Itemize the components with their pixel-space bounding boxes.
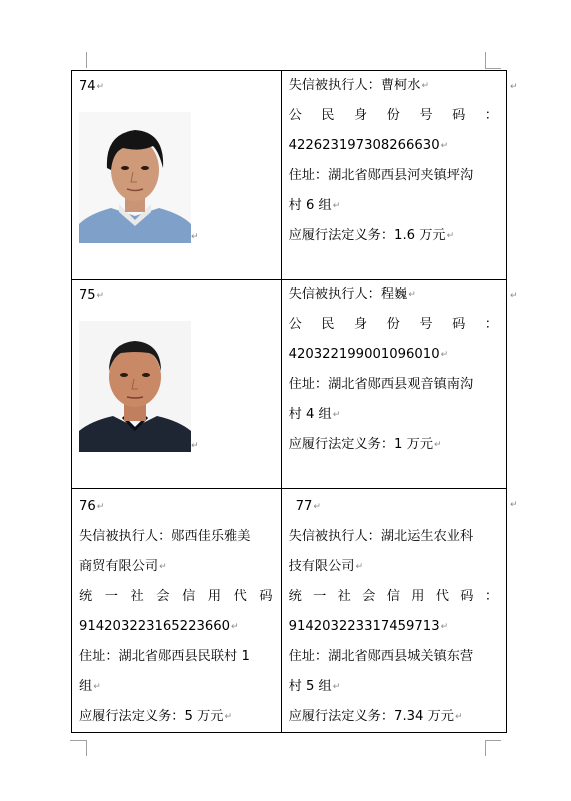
crop-mark-bottom-right-v xyxy=(485,740,486,756)
info-cell-77[interactable] xyxy=(281,489,506,733)
crop-mark-top-right-v xyxy=(485,52,486,68)
table-row xyxy=(72,489,507,733)
photo-cell-75[interactable] xyxy=(72,280,282,489)
info-cell-74[interactable] xyxy=(281,71,506,280)
paragraph-mark-icon: ↵ xyxy=(408,290,416,300)
obligation-amount: 应履行法定义务：5 万元 xyxy=(79,709,224,724)
credit-code-label-line: 统 一 社 会 信 用 代 码 ： xyxy=(288,589,498,604)
debtor-name-line-2: 商贸有限公司 xyxy=(79,559,159,574)
crop-mark-bottom-left-v xyxy=(86,740,87,756)
id-number: 420322199001096010 xyxy=(288,347,440,362)
entry-number: 74 xyxy=(79,79,96,94)
credit-code: 914203223165223660 xyxy=(79,619,231,634)
obligation-amount: 应履行法定义务：7.34 万元 xyxy=(288,709,454,724)
id-label-line: 公 民 身 份 号 码 ： xyxy=(288,317,498,332)
paragraph-mark-icon: ↵ xyxy=(440,622,449,632)
paragraph-mark-icon: ↵ xyxy=(355,562,364,572)
paragraph-mark-icon: ↵ xyxy=(96,502,105,512)
table-row xyxy=(72,71,507,280)
photo-cell-74[interactable] xyxy=(72,71,282,280)
id-number: 422623197308266630 xyxy=(288,138,440,153)
info-cell-75[interactable] xyxy=(281,280,506,489)
credit-code: 914203223317459713 xyxy=(288,619,440,634)
obligation-amount: 应履行法定义务：1 万元 xyxy=(288,437,434,452)
credit-code-label-line: 统 一 社 会 信 用 代 码 xyxy=(79,589,273,604)
debtor-name-line-1: 失信被执行人：郧西佳乐雅美 xyxy=(79,529,251,544)
debtor-name-line: 失信被执行人：程巍 xyxy=(288,287,408,302)
address-line-2: 村 6 组 xyxy=(288,198,332,213)
photo-74 xyxy=(79,112,191,243)
id-label-line: 公 民 身 份 号 码 ： xyxy=(288,108,498,123)
paragraph-mark-icon: ↵ xyxy=(332,201,341,211)
entry-number: 75 xyxy=(79,288,96,303)
paragraph-mark-icon: ↵ xyxy=(224,712,233,722)
paragraph-mark-icon: ↵ xyxy=(93,682,101,692)
paragraph-mark-icon: ↵ xyxy=(96,82,105,92)
paragraph-mark-icon: ↵ xyxy=(434,440,442,450)
paragraph-mark-icon: ↵ xyxy=(421,81,429,91)
address-line-2: 村 4 组 xyxy=(288,407,332,422)
crop-mark-top-left-v xyxy=(86,52,87,68)
debtor-name-line: 失信被执行人：曹柯水 xyxy=(288,78,421,93)
debtor-table xyxy=(71,70,507,733)
address-line-1: 住址：湖北省郧西县民联村 1 xyxy=(79,649,250,664)
address-line-2: 村 5 组 xyxy=(288,679,332,694)
photo-75 xyxy=(79,321,191,452)
paragraph-mark-icon: ↵ xyxy=(159,562,167,572)
paragraph-mark-icon: ↵ xyxy=(440,141,449,151)
info-cell-76[interactable] xyxy=(72,489,282,733)
row-end-mark-icon: ↵ xyxy=(510,500,518,510)
entry-number: 76 xyxy=(79,499,96,514)
entry-number: 77 xyxy=(295,499,313,514)
debtor-name-line-2: 技有限公司 xyxy=(288,559,355,574)
address-line-1: 住址：湖北省郧西县河夹镇坪沟 xyxy=(288,168,474,183)
row-end-mark-icon: ↵ xyxy=(510,291,518,301)
table-row xyxy=(72,280,507,489)
row-end-mark-icon: ↵ xyxy=(510,82,518,92)
paragraph-mark-icon: ↵ xyxy=(96,291,105,301)
crop-mark-bottom-right-h xyxy=(485,740,501,741)
paragraph-mark-icon: ↵ xyxy=(446,231,455,241)
paragraph-mark-icon: ↵ xyxy=(440,350,449,360)
crop-mark-top-right-h xyxy=(485,68,501,69)
cell-end-mark-icon: ↵ xyxy=(191,232,199,242)
address-line-2: 组 xyxy=(79,679,93,694)
cell-end-mark-icon: ↵ xyxy=(191,441,199,451)
paragraph-mark-icon: ↵ xyxy=(332,410,341,420)
paragraph-mark-icon: ↵ xyxy=(332,682,341,692)
address-line-1: 住址：湖北省郧西县观音镇南沟 xyxy=(288,377,474,392)
paragraph-mark-icon: ↵ xyxy=(313,502,321,512)
debtor-name-line-1: 失信被执行人：湖北运生农业科 xyxy=(288,529,474,544)
paragraph-mark-icon: ↵ xyxy=(231,622,239,632)
paragraph-mark-icon: ↵ xyxy=(455,712,463,722)
crop-mark-bottom-left-h xyxy=(70,740,86,741)
obligation-amount: 应履行法定义务：1.6 万元 xyxy=(288,228,446,243)
address-line-1: 住址：湖北省郧西县城关镇东营 xyxy=(288,649,474,664)
